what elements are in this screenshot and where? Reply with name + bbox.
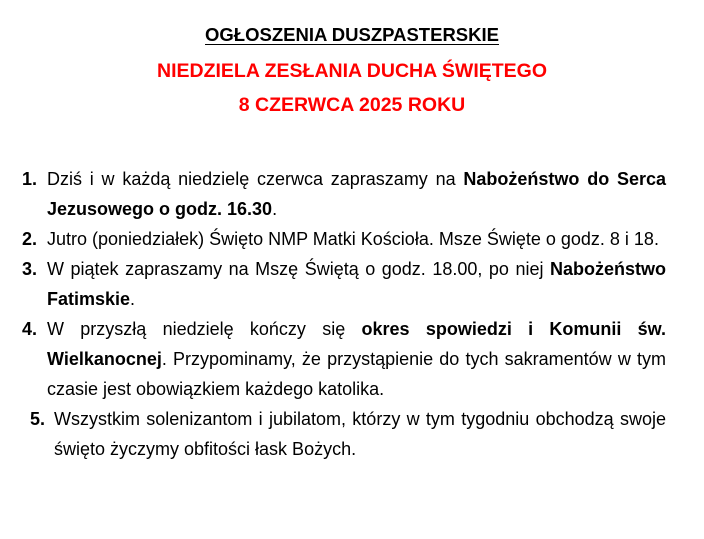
page-title: OGŁOSZENIA DUSZPASTERSKIE xyxy=(205,24,499,45)
item-text: W piątek zapraszamy na Mszę Świętą o godz. 18.00, po niej xyxy=(47,259,550,279)
item-text: . xyxy=(272,199,278,219)
list-item xyxy=(22,254,666,314)
item-text-bold: okres spowiedzi i Komunii św. Wielkanocnej xyxy=(47,319,667,369)
item-number: 5. xyxy=(30,409,46,429)
announcement-list xyxy=(22,164,666,464)
list-item xyxy=(22,314,666,404)
item-number: 3. xyxy=(22,259,38,279)
item-number: 1. xyxy=(22,169,38,189)
list-item xyxy=(22,404,666,464)
item-text: . Przypominamy, że przystąpienie do tych sakramentów w tym czasie jest obowiązkiem każdego katolika. xyxy=(47,349,666,399)
item-number: 2. xyxy=(22,229,38,249)
list-item xyxy=(22,164,666,224)
item-number: 4. xyxy=(22,319,38,339)
page-subtitle: NIEDZIELA ZESŁANIA DUCHA ŚWIĘTEGO xyxy=(157,60,547,82)
item-text-bold: Nabożeństwo Fatimskie xyxy=(47,259,666,309)
item-text: . xyxy=(130,289,136,309)
list-item xyxy=(22,224,666,254)
item-text: Jutro (poniedziałek) Święto NMP Matki Kościoła. Msze Święte o godz. 8 i 18. xyxy=(47,229,659,249)
item-text-bold: Nabożeństwo do Serca Jezusowego o godz. 16.30 xyxy=(47,169,667,219)
page-date: 8 CZERWCA 2025 ROKU xyxy=(238,94,466,116)
item-text: Wszystkim solenizantom i jubilatom, którzy w tym tygodniu obchodzą swoje święto życzymy obfitości łask Bożych. xyxy=(54,409,666,459)
item-text: Dziś i w każdą niedzielę czerwca zapraszamy na xyxy=(47,169,464,189)
item-text: W przyszłą niedzielę kończy się xyxy=(47,319,362,339)
